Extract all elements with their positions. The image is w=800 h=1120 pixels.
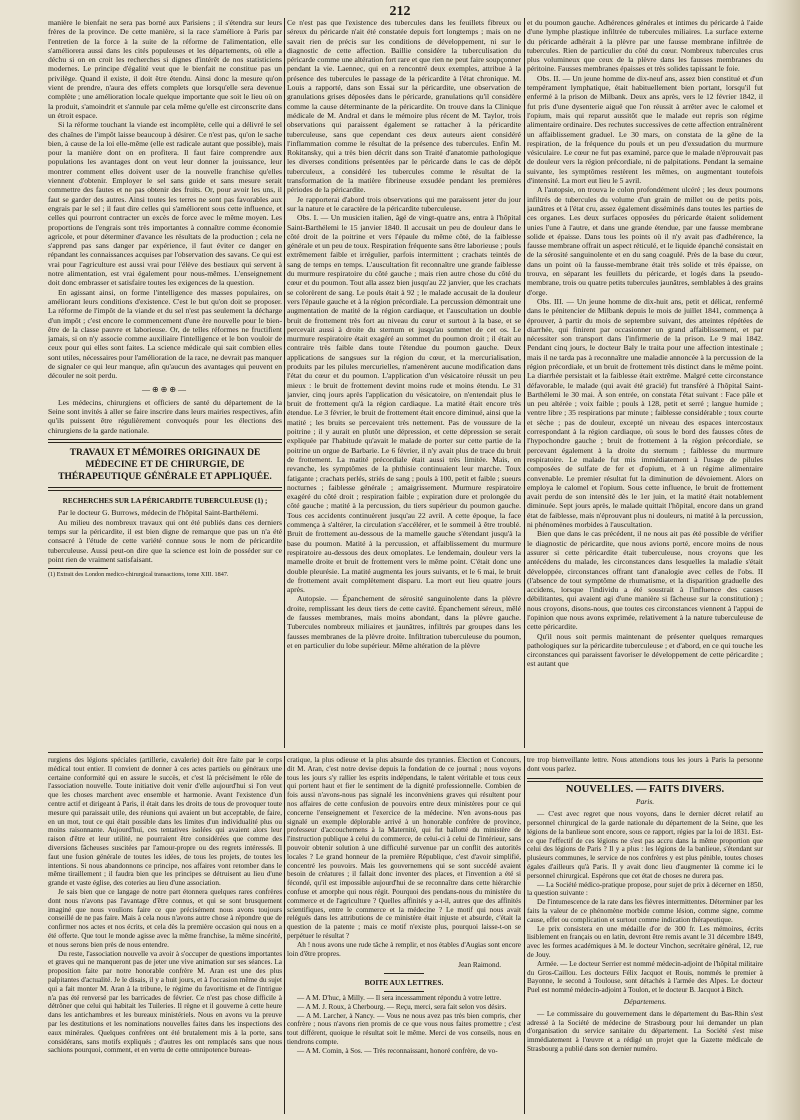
letter-item: — A M. Larcher, à Nancy. — Vous ne nous avez pas très bien compris, cher confrère ; nous n'avons rien promis de ce que vous nous faites promettre ; c'est tout différent, quoique le résultat soit le même. Merci de vos conseils, nous en tiendrons compte. <box>287 1011 521 1046</box>
double-rule <box>48 487 282 491</box>
paragraph: A l'autopsie, on trouva le colon profondément ulcéré ; les deux poumons infiltrés de tubercules du volume d'un grain de millet ou de petits pois, jaunâtres et à l'état cru, assez également disséminés dans toutes les parties de ces organes. Les deux surfaces opposées du péricarde étaient solidement unies l'une à l'autre, et dans une grande étendue, par une fausse membrane solide et épaisse. Dans tous les points où il n'y avait pas d'adhérence, la fausse membrane offrait un aspect réticulé, et le liquide épanché consistait en de la sérosité sanguinolente et en du sang coagulé. Près de la base du cœur, dans un point où la fausse-membrane était très solide et très épaisse, on trouva, en séparant les feuillets du péricarde, et logés dans la pseudo-membrane, trois ou quatre petits tubercules jaunâtres, semblables à des grains d'orge. <box>527 185 763 297</box>
footnote: (1) Extrait des London medico-chirurgical transactions, tome XIII. 1847. <box>48 571 229 579</box>
paragraph: Le prix consistera en une médaille d'or de 300 fr. Les mémoires, écrits lisiblement en français ou en latin, devront être remis avant le 31 décembre 1849, avec les formes académiques à M. le docteur Vinchon, secrétaire général, 12, rue de Jouy. <box>527 924 763 959</box>
paragraph: Je sais bien que ce langage de notre part étonnera quelques rares confrères dont nous n'avons pas l'avantage d'être connus, et qui se sont brusquement imaginé que nous voulions faire ce que précisément nous avons toujours conseillé de ne pas faire. Mais à cela nous n'avons autre chose à répondre que de confirmer nos actes et nos écrits, et cela dès la première occasion qui nous en a été offerte. Que tout le monde agisse avec la même franchise, la même sincérité, et nous serons bien près de nous entendre. <box>48 887 282 949</box>
paragraph: Ce n'est pas que l'existence des tubercules dans les feuillets fibreux ou séreux du péricarde n'ait été constatée depuis fort longtemps ; mais on ne savait rien de précis sur les conditions de développement, ni sur le diagnostic de cette affection. Baillie considère la tuberculisation du péricarde comme une altération fort rare et que rien ne peut faire soupçonner pendant la vie. Laennec, qui en a rencontré deux exemples, attribue à la présence des tubercules le passage de la péricardite à l'état chronique. M. Louis a rapporté, dans son Essai sur la péricardite, une observation de granulations grises déposées dans le péricarde, granulations qu'il considère comme la cause déterminante de la péricardite. On trouve dans la Clinique médicale de M. Andral et dans le mémoire plus récent de M. Taylor, trois observations qui paraissent également se rattacher à la péricardite tuberculeuse, sans que cependant ces deux auteurs aient considéré l'inflammation comme le résultat de la présence des tubercules. Enfin M. Rokitansky, qui a très bien décrit dans son Traité d'anatomie pathologique les diverses conditions présentées par le péricarde dans le cas de dépôt tuberculeux, a considéré les tubercules comme le résultat de la transformation de la matière fibrineuse exsudée pendant les premières périodes de la péricardite. <box>287 18 521 195</box>
article-title: RECHERCHES SUR LA PÉRICARDITE TUBERCULEUSE (1) ; <box>62 497 268 506</box>
paragraph: cratique, la plus odieuse et la plus absurde des tyrannies. Élection et Concours, dit M. Aran, c'est notre devise depuis la fondation de ce journal ; nous voyons tous les jours s'y rallier les esprits indépendans, le talent véritable et tous ceux qui portent haut et fier le sentiment de la dignité professionnelle. Combien de fois aussi n'avons-nous pas signalé les inconvéniens graves qui résultent pour nos affaires de cette confusion de pouvoirs entre deux ministères pour ce qui concerne l'enseignement et l'exercice de la médecine. N'en avons-nous pas signalé un exemple déplorable arrivé à un honorable confrère de province, professeur d'accouchemens à la Maternité, qui fut ballotté du ministère de l'instruction publique à celui du commerce, de celui-ci à celui de l'intérieur, sans pouvoir obtenir solution à une difficulté survenue par un conflit des autorités locales ? Le grand honneur de la première République, c'est d'avoir simplifié, concentré les pouvoirs. Mais les gouvernemens qui se sont succédé avaient besoin de créatures ; il fallait donc inventer des places, et l'invention a été si fécondé, qu'il est impossible aujourd'hui de se reconnaître dans cette hiérarchie confuse et amorphe qui nous régit. Pourquoi des pendans-nous du ministère du commerce et de l'agriculture ? Quelles affinités y a-t-il, autres que des affinités scientifiques, entre le commerce et la médecine ? Le motif qui nous avait relégués dans les attributions de ce ministère était injuste et absurde, c'était la question de la patente ; mais ce motif n'existe plus, pourquoi laisse-t-on se perpétuer le résultat ? <box>287 756 521 940</box>
column-rule <box>284 756 285 1114</box>
letter-item: — A M. J. Roux, à Cherbourg. — Reçu, merci, sera fait selon vos désirs. <box>297 1002 507 1011</box>
column-rule <box>524 18 525 748</box>
bottom-column-1 <box>48 756 282 1114</box>
paragraph: manière le bienfait ne sera pas borné aux Parisiens ; il s'étendra sur leurs frères de la province. De cette manière, si la race s'améliore à Paris par l'entretien de la force à la suite de la réforme de l'alimentation, elle s'améliorera aussi dans les cités populeuses et les départements, où elle a déchu si on en croit les recherches si dignes d'intérêt de nos statisticiens modernes. Le principe d'égalité veut que le bienfait ne constitue pas un privilège. Quand il existe, il doit être étendu. Ainsi donc la mesure qu'on vient de prendre, n'aura des effets complets que lorsqu'elle sera devenue complète ; une amélioration locale quelque importante que soit le lieu où on la produit, s'amoindrit et s'annule par cela même qu'elle est circonscrite dans un étroit espace. <box>48 18 282 120</box>
paragraph: rurgiens des légions spéciales (artillerie, cavalerie) doit être faite par le corps médical tout entier. Il convient de donner à ces actes partiels ou généraux une certaine conformité qui en assure le succès, et c'est là précisément le rôle de l'association nouvelle. Toute initiative doit venir d'elle aujourd'hui si l'on veut que les choses marchent avec ensemble et harmonie. Avant l'existence d'un centre actif et dirigeant à Paris, il était dans les droits de tous de provoquer toute mesure qui paraissait utile, des réunions qui avaient un but acceptable, de faire, en un mot, tout ce qui était possible dans les limites d'un individualité plus ou moins raisonnante. Aujourd'hui, ces tentatives isolées qui avaient alors leur raison d'être et leur utilité, ne pourraient être considérées que comme des diversions fâcheuses suscitées par l'amour-propre ou des regrets intéressés. Il faut une fusion générale de toutes les idées, de tous les projets, de toutes les intentions. Si nous abandonnons ce principe, nos affaires vont retomber dans le même tiraillement ; il faudra bien que les principes se détruisent au lieu d'une grande et vaste église, des coteries au lieu d'une association. <box>48 756 282 888</box>
paragraph: De l'intumescence de la rate dans les fièvres intermittentes. Déterminer par les faits la valeur de ce phénomène morbide comme lésion, comme signe, comme cause, effet ou complication et surtout comme indication thérapeutique. <box>527 898 763 924</box>
article-author: Par le docteur G. Burrows, médecin de l'hôpital Saint-Barthélemi. <box>58 508 259 518</box>
paragraph: — La Société médico-pratique propose, pour sujet de prix à décerner en 1850, la question suivante : <box>527 880 763 898</box>
ornament-divider: —⊕⊕⊕— <box>141 384 189 394</box>
paragraph: Du reste, l'association nouvelle va avoir à s'occuper de questions importantes et graves qui ne manqueront pas de jeter une vive animation sur ses séances. La proposition faite par notre honorable confrère M. Aran est une des plus palpitantes d'actualité. Je le disais, il y a huit jours, et à l'occasion même du sujet qui a fait monter M. Aran à la tribune, le régime du favoritisme et de l'intrigue n'a pas été renversé par les barricades de février. Ce n'est pas chose difficile à détrôner que celui qui habitait les Tuileries. Il règne et il gouverne à cette heure dans les antichambres et les bureaux ministériels. Nous en avons vu la preuve par les destitutions et les nominations nouvelles faites dans les inspections des eaux minérales. Quelques confrères ont été brutalement mis à la porte, sans considérans, sans motifs expliqués ; d'autres les ont remplacés sans que nous sachions pourquoi, comment, et en vertu de cette omnipotence bureau- <box>48 949 282 1055</box>
paragraph: et du poumon gauche. Adhérences générales et intimes du péricarde à l'aide d'une lymphe plastique infiltrée de tubercules miliaires. La surface externe du péricarde adhérait à la plèvre par une fausse membrane infiltrée de tubercules. Rien de particulier du côté du cœur. Nombreux tubercules crus plus volumineux que ceux de la plèvre dans les fausses membranes du péritoine. Fausses membranes épaisses et très solides tapissant le foie. <box>527 18 763 74</box>
subsection-title: Départemens. <box>623 996 667 1006</box>
top-column-1 <box>48 18 282 646</box>
section-title: BOITE AUX LETTRES. <box>364 978 444 988</box>
bottom-column-2 <box>287 756 521 1114</box>
paragraph: Qu'il nous soit permis maintenant de présenter quelques remarques pathologiques sur la péricardite tuberculeuse ; et d'abord, en ce qui touche les circonstances qui paraissent favoriser le développement de cette péricardite ; est autant que <box>527 631 763 669</box>
paragraph: Obs. III. — Un jeune homme de dix-huit ans, petit et délicat, renfermé dans le pénitencier de Milbank depuis le mois de juillet 1841, commença à éprouver, à partir du mois de septembre suivant, des atteintes répétées de diarrhée, qui finirent par occasionner un grand affaiblissement, et par nécessiter son transport dans l'infirmerie de la prison. Le 9 mai 1842. Pendant cinq jours, le docteur Baly le traita pour une affection intestinale ; mais il ne tarda pas à reconnaître une maladie annoncée à la percussion de la région précordiale, et un bruit de frottement très distinct dans le même point. La diarrhée persistait et la faiblesse était extrême. Malgré cette circonstance défavorable, le malade (qui avait été gracié) fut transféré à l'hôpital Saint-Barthélemi le 30 mai. À son entrée, on constata l'état suivant : Face pâle et un peu altérée ; voix faible ; pouls à 128, petit et serré ; langue humide ; ventre libre ; 35 respirations par minute ; faiblesse considérable ; toux courte et sèche ; pas de douleur, excepté un niveau des espaces intercostaux correspondant à la région cardiaque, où sous le bord des fausses côtes de l'hypochondre gauche ; bruit de frottement à la région précordiale, se percevant également à la droite du sternum ; faiblesse du murmure respiratoire. Le malade fut mis immédiatement à l'usage de pilules composées de sulfate de fer et d'opium, et à un régime alimentaire convenable. Le premier résultat fut la diminution de dévoiement. Alors on employa le calomel et l'opium. Sous cette influence, le bruit de frottement avait perdu de son intensité dès le 1er juin, et la matité était notablement diminuée. Sept jours après, le malade quittait l'hôpital, encore dans un grand état de faiblesse, mais n'éprouvant plus ni douleurs, ni matité à la percussion, ni phénomènes morbides à l'auscultation. <box>527 296 763 530</box>
paragraph: Autopsie. — Épanchement de sérosité sanguinolente dans la plèvre droite, remplissant les deux tiers de cette cavité. Épanchement séreux, mêlé de fausses membranes, mais moins abondant, dans la plèvre gauche. Tubercules nombreux miliaires et jaunâtres, infiltrés par groupes dans les fausses membranes de la plèvre droite. Infiltration tuberculeuse du poumon, et en particulier du lobe supérieur. Même altération de la plèvre <box>287 594 521 650</box>
top-column-3 <box>527 18 763 748</box>
section-title: TRAVAUX ET MÉMOIRES ORIGINAUX DE MÉDECINE ET DE CHIRURGIE, DE THÉRAPEUTIQUE GÉNÉRALE ET APPLIQUÉE. <box>58 448 272 483</box>
double-rule <box>527 778 763 782</box>
top-column-2 <box>287 18 521 748</box>
paragraph: tre trop bienveillante lettre. Nous attendions tous les jours à Paris la personne dont vous parlez. <box>527 756 763 773</box>
short-rule <box>384 973 424 974</box>
paragraph: — C'est avec regret que nous voyons, dans le dernier décret relatif au personnel chirurgical de la garde nationale du département de la Seine, que les légions de la banlieue sont encore, sous ce rapport, régies par la loi de 1831. Est-ce que l'effectif de ces légions ne s'est pas accru dans la même proportion que celui des légions de Paris ? Il y a plus : les légions de la banlieue, s'étendant sur plusieurs communes, le service de nos confrères y est plus pénible, toutes choses égales d'ailleurs qu'à Paris. Il y avait donc lieu d'augmenter là comme ici le personnel chirurgical. Espérons que cet état de choses ne durera pas. <box>527 810 763 880</box>
paragraph: Les médecins, chirurgiens et officiers de santé du département de la Seine sont invités à aller se faire inscrire dans leurs mairies respectives, afin qu'ils puissent être régulièrement convoqués pour les élections des chirurgiens de la garde nationale. <box>48 397 282 435</box>
letter-item: — A M. Comin, à Sos. — Très reconnaissant, honoré confrère, de vo- <box>297 1046 498 1055</box>
column-rule <box>524 756 525 1114</box>
subsection-title: Paris. <box>635 797 655 807</box>
paragraph: Obs. I. — Un musicien italien, âgé de vingt-quatre ans, entra à l'hôpital Saint-Barthélemi le 15 janvier 1840. Il accusait un peu de douleur dans le côté droit de la poitrine et vers l'épaule du même côté, de la faiblesse générale et un peu de toux. Respiration fréquente sans être laborieuse ; pouls extrêmement faible et irrégulier, parfois intermittent ; crachats teintés de sang de temps en temps. L'auscultation fit reconnaître une grande faiblesse du murmure respiratoire du côté gauche ; mais rien autre chose du côté du cœur et du poumon. Tout alla assez bien jusqu'au 22 janvier, que les crachats se colorèrent de sang. Le pouls était à 92 ; le malade accusait de la douleur vers l'épaule gauche et à la région précordiale. La percussion démontrait une augmentation de matité de la région cardiaque, et l'auscultation un double bruit de frottement très fort au niveau du cœur et surtout à la base, et se percevait aussi à droite du sternum et jusqu'au sommet de cet os. Le murmure respiratoire était exagéré au sommet du poumon droit ; il était au contraire très faible dans toute l'étendue du poumon gauche. Deux applications de sangsues sur la région du cœur, et la mercurialisation, produits par les pilules mercurielles, n'amenèrent aucune modification dans l'état du cœur et du poumon. L'application d'un vésicatoire réussit un peu mieux : le bruit de frottement devint moins rude et moins étendu. Le 31 janvier, cinq jours après l'application du vésicatoire, on n'entendait plus le bruit de frottement qu'à la région cardiaque. La matité était encore très étendue. Le 3 février, le bruit de frottement était encore diminué, ainsi que la matité ; les bruits se percevaient très nettement. Pas de voussure de la poitrine ; il y aurait en plutôt une dépression, et cette dépression se serait expliquée par l'habitude qu'avait le malade de porter sur cette partie de la poitrine un orgue de Barbarie. Le 6 février, il n'y avait plus de trace du bruit de frottement. La matité précordiale était aussi très limitée. Mais, en revanche, les symptômes de la phthisie continuaient leur marche. Toux fatigante ; crachats perlés, striés de sang ; pouls à 100, petit et faible ; sueurs nocturnes ; faiblesse générale ; amaigrissement. Murmure respiratoire exagéré du côté droit ; respiration faible ; expiration dure et prolongée du côté gauche ; matité à la percussion, du tiers supérieur du poumon gauche. Tous ces accidents continuèrent jusqu'au 22 avril. A cette époque, la face commença à s'altérer, la circulation s'accélérer, et le sommeil à être troublé. Bruit de frottement au-dessous de la mamelle gauche s'étendant jusqu'à la base du poumon. Matité à la percussion, et affaiblissement du murmure respiratoire au-dessous des deux omoplates. Le lendemain, douleur vers la mamelle droite et bruit de frottement vers le même point. C'était donc une double pleurésie. La matité augmenta les jours suivants, et le 6 mai, le bruit de frottement avait complètement disparu. La mort eut lieu quatre jours après. <box>287 213 521 595</box>
paragraph: Armée. — Le docteur Serrier est nommé médecin-adjoint de l'hôpital militaire du Gros-Caillou. Les docteurs Félix Jacquot et Rouis, nommés le premier à Bayonne, le second à Toulouse, sont détachés à l'armée des Alpes. Le docteur Puel est nommé médecin-adjoint à Toulon, et le docteur B. Jacquot à Bitch. <box>527 959 763 995</box>
horizontal-divider <box>48 752 763 753</box>
bottom-column-3 <box>527 756 763 1114</box>
short-rule <box>384 991 424 992</box>
section-title: NOUVELLES. — FAITS DIVERS. <box>565 783 725 795</box>
paragraph: Au milieu des nombreux travaux qui ont été publiés dans ces derniers temps sur la péricardite, il est bien digne de remarque que pas un n'a été consacré à l'étude de cette variété connue sous le nom de péricardite tuberculeuse. Aussi peut-on dire que la science est loin de posséder sur ce point rien de vraiment satisfaisant. <box>48 517 282 564</box>
double-rule <box>48 439 282 443</box>
paragraph: Ah ! nous avons une rude tâche à remplir, et nos étables d'Augias sont encore loin d'être propres. <box>287 940 521 958</box>
column-rule <box>284 18 285 748</box>
letter-item: — A M. D'huc, à Milly. — Il sera incessamment répondu à votre lettre. <box>297 993 502 1002</box>
paragraph: — Le commissaire du gouvernement dans le département du Bas-Rhin s'est adressé à la Société de médecine de Strasbourg pour lui demander un plan d'organisation du service sanitaire du département. La Société s'est mise immédiatement à l'œuvre et a rédigé un projet que la Gazette médicale de Strasbourg a publié dans son dernier numéro. <box>527 1009 763 1053</box>
footnote-rule <box>48 568 108 569</box>
page-number: 212 <box>389 4 411 19</box>
page-edge <box>765 0 800 1120</box>
paragraph: Obs. II. — Un jeune homme de dix-neuf ans, assez bien constitué et d'un tempérament lymphatique, était habituellement bien portant, lorsqu'il fut enfermé à la prison de Milbank. Deux ans après, vers le 12 février 1842, il fut pris d'une dysenterie aiguë que l'on réussit à arrêter avec le calomel et l'opium, mais qui reparut aussitôt que le malade eut repris son régime alimentaire ordinaire. Des rechutes successives de cette affection entraînèrent un affaiblissement graduel. Le 30 mars, on constata de la gêne de la respiration, de la fréquence du pouls et un peu d'exsudation du murmure vésiculaire. Le cœur ne fut pas examiné, parce que le malade n'éprouvait pas de douleur vers la région précordiale, ni de palpitations. Pendant la semaine suivante, les symptômes restèrent les mêmes, on augmentant toutefois d'intensité. La mort eut lieu le 5 avril. <box>527 73 763 186</box>
paragraph: Si la réforme touchant la viande est incomplète, celle qui a délivré le sel des chaînes de l'impôt laisse beaucoup à désirer. Ce n'est pas, qu'on le sache bien, à cause de la loi elle-même (elle est radicale autant que possible), mais pour la manière dont on en profitera. Il faut faire comprendre aux populations les avantages dont on veut leur donner la jouissance, leur montrer comment elles doivent user de la nouvelle franchise qu'elles viennent d'obtenir. Employer le sel sans guide et sans mesure serait commettre des fautes et ne pas obtenir des fruits. Or, pour avoir les uns, il faut se garder des autres. Ainsi toutes les terres ne sont pas favorables aux engrais par le sel ; il faut dire celles qui s'améliorent sous cette influence, et celles qui pourront contracter un excès de force avec le même moyen. Les proportions de l'engrais sont très importantes à connaître comme économie agricole, et pour déterminer d'avance les résultats de la production ; cela ne s'apprend pas sans danger par expérience, il faut éviter ce danger en répandant les connaissances acquises par l'observation des savans. Ce qui est vrai pour l'agriculture est aussi vrai pour l'élève des bestiaux qui servent à notre alimentation, est vrai également pour nous-mêmes. L'enseignement doit donc embrasser et satisfaire toutes les exigences de la question. <box>48 120 282 288</box>
paragraph: Bien que dans le cas précédent, il ne nous ait pas été possible de vérifier le diagnostic de péricardite, que nous avions porté, encore moins de nous assurer si cette péricardite était tuberculeuse, nous croyons que les antécédens du malade, les circonstances dans lesquelles la maladie s'était développée, circonstances offrant tant d'analogie avec celles de l'obs. II (l'absence de tout symptôme de rhumatisme, et la disparition graduelle des accidens, lorsque l'individu a été soustrait à l'influence des causes débilitantes, qui avaient agi d'une manière si fâcheuse sur la constitution) ; nous croyons, disons-nous, que toutes ces circonstances viennent à l'appui de l'opinion que nous avons exprimée, relativement à la nature tuberculeuse de cette péricardite. <box>527 529 763 632</box>
paragraph: En agissant ainsi, on forme l'intelligence des masses populaires, on améliorant leurs conditions d'existence. C'est le but qu'on doit se proposer. La réforme de l'impôt de la viande et du sel n'est pas seulement la décharge d'un impôt ; c'est encore le commencement d'une ère nouvelle pour le bien-être de la classe pauvre et laborieuse. Or, de telles réformes ne fructifient jamais, si on n'y associe comme auxiliaire l'intelligence et le bon vouloir de ceux pour qui elles sont faites. La science médicale qui sait combien elles sont utiles, nécessaires pour l'amélioration de la race, ne devrait pas manquer de signaler ce qui leur manque, afin qu'aucun des avantages qui peuvent en découler ne soit perdu. <box>48 287 282 381</box>
paragraph: Je rapporterai d'abord trois observations qui me paraissent jeter du jour sur la nature et le caractère de la péricardite tuberculeuse. <box>287 194 521 213</box>
signature: Jean Raimond. <box>458 961 501 970</box>
